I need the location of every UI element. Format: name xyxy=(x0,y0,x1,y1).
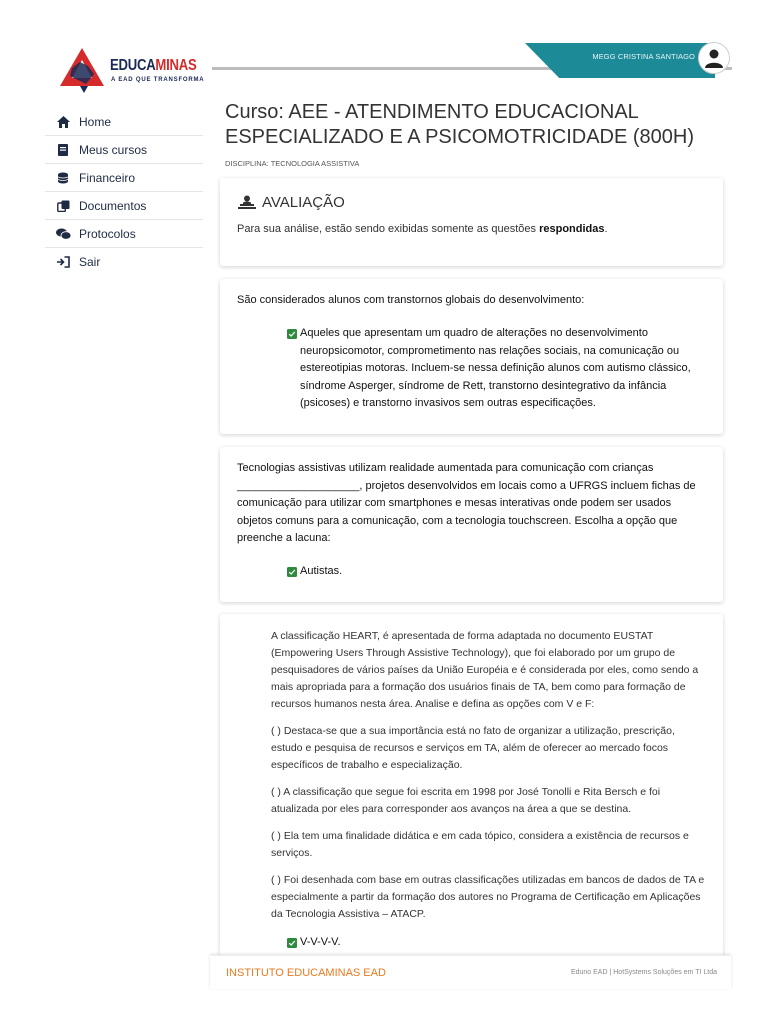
book-icon xyxy=(55,143,71,157)
discipline-label: DISCIPLINA: TECNOLOGIA ASSISTIVA xyxy=(225,159,360,168)
answer-text: V-V-V-V. xyxy=(300,936,341,948)
answer-text: Autistas. xyxy=(300,565,343,577)
home-icon xyxy=(55,115,71,129)
checkbox-checked-icon xyxy=(287,938,297,948)
sidebar-item-label: Documentos xyxy=(79,198,147,213)
chat-icon xyxy=(55,227,71,241)
checkbox-checked-icon xyxy=(287,329,297,339)
question-paragraph: ( ) Ela tem uma finalidade didática e em cada tópico, considera a existência de recursos e serviços. xyxy=(271,830,689,859)
question-text: São considerados alunos com transtornos globais do desenvolvimento: xyxy=(237,294,585,306)
educaminas-logo[interactable] xyxy=(58,46,205,96)
sidebar-item-protocolos[interactable] xyxy=(45,220,203,248)
checkbox-checked-icon xyxy=(287,567,297,577)
sidebar-item-home[interactable] xyxy=(45,108,203,136)
page-title: Curso: AEE - ATENDIMENTO EDUCACIONAL ESPECIALIZADO E A PSICOMOTRICIDADE (800H) xyxy=(225,101,695,148)
question-card xyxy=(220,614,723,964)
logo-mark-icon xyxy=(58,46,108,96)
answer-text: Aqueles que apresentam um quadro de alterações no desenvolvimento neuropsicomotor, comprometimento nas relações sociais, na comunicação ou estereotipias motoras. Incluem-se nessa definição alunos com autismo clássico, síndrome Asperger, síndrome de Rett, transtorno desintegrativo da infância (psicoses) e transtorno invasivos sem outras especificações. xyxy=(300,327,691,409)
logo-wordmark: EDUCAMINAS xyxy=(110,57,197,74)
question-paragraph: A classificação HEART, é apresentada de forma adaptada no documento EUSTAT (Empowering Users Through Assistive Technology), que foi elaborado por um grupo de pesquisadores de vários países da União Européia e é considerada por eles, como sendo a mais apropriada para a formação dos usuários finais de TA, bem como para formação de recursos humanos nesta área. Analise e defina as opções com V e F: xyxy=(271,630,699,710)
sidebar-item-label: Sair xyxy=(79,255,101,269)
evaluation-heading xyxy=(237,194,345,211)
avatar[interactable] xyxy=(698,42,730,74)
footer-credits: Eduno EAD | HotSystems Soluções em TI Ltda xyxy=(570,969,717,976)
question-card xyxy=(220,447,723,602)
evaluation-header-card xyxy=(220,178,723,266)
question-card xyxy=(220,279,723,434)
selected-answer xyxy=(287,934,587,952)
sidebar-item-documentos[interactable] xyxy=(45,192,203,220)
coins-icon xyxy=(55,171,71,185)
evaluation-title: AVALIAÇÃO xyxy=(262,194,345,211)
question-text: Tecnologias assistivas utilizam realidade aumentada para comunicação com crianças ____________________, projetos desenvolvidos em locais como a UFRGS incluem fichas de comunicação para utilizar com smartphones e mesas interativas onde podem ser usados objetos comuns para a comunicação, com a tecnologia touchscreen. Escolha a opção que preenche a lacuna: xyxy=(237,462,696,544)
user-icon xyxy=(703,47,725,69)
footer-institution: INSTITUTO EDUCAMINAS EAD xyxy=(226,967,386,979)
logo-tagline: A EAD QUE TRANSFORMA xyxy=(111,77,205,83)
documents-icon xyxy=(55,199,71,213)
question-paragraph: ( ) A classificação que segue foi escrita em 1998 por José Tonolli e Rita Bersch e foi atualizada por eles para corresponder aos avanços na área a que se destina. xyxy=(271,786,661,815)
user-name[interactable]: MEGG CRISTINA SANTIAGO xyxy=(592,52,695,61)
selected-answer xyxy=(287,325,697,413)
sidebar-item-label: Protocolos xyxy=(79,226,136,241)
sidebar-item-sair[interactable] xyxy=(45,248,203,276)
sidebar-item-financeiro[interactable] xyxy=(45,164,203,192)
sidebar-item-meus-cursos[interactable] xyxy=(45,136,203,164)
teacher-icon xyxy=(237,195,257,211)
sidebar-nav xyxy=(45,108,203,276)
sign-out-icon xyxy=(55,255,71,269)
evaluation-note: Para sua análise, estão sendo exibidas somente as questões respondidas. xyxy=(237,223,608,235)
footer xyxy=(210,955,731,989)
sidebar-item-label: Financeiro xyxy=(79,170,136,185)
selected-answer xyxy=(287,563,587,581)
question-paragraph: ( ) Destaca-se que a sua importância está no fato de organizar a utilização, prescrição, estudo e pesquisa de recursos e serviços em TA, além de oferecer ao mercado focos específicos de trabalho e especialização. xyxy=(271,725,675,771)
sidebar-item-label: Meus cursos xyxy=(79,142,148,157)
sidebar-item-label: Home xyxy=(79,114,112,129)
question-body xyxy=(271,628,709,933)
question-paragraph: ( ) Foi desenhada com base em outras classificações utilizadas em bancos de dados de TA e especialmente a partir da formação dos autores no Programa de Certificação em Aplicações da Tecnologia Assistiva – ATACP. xyxy=(271,874,705,920)
